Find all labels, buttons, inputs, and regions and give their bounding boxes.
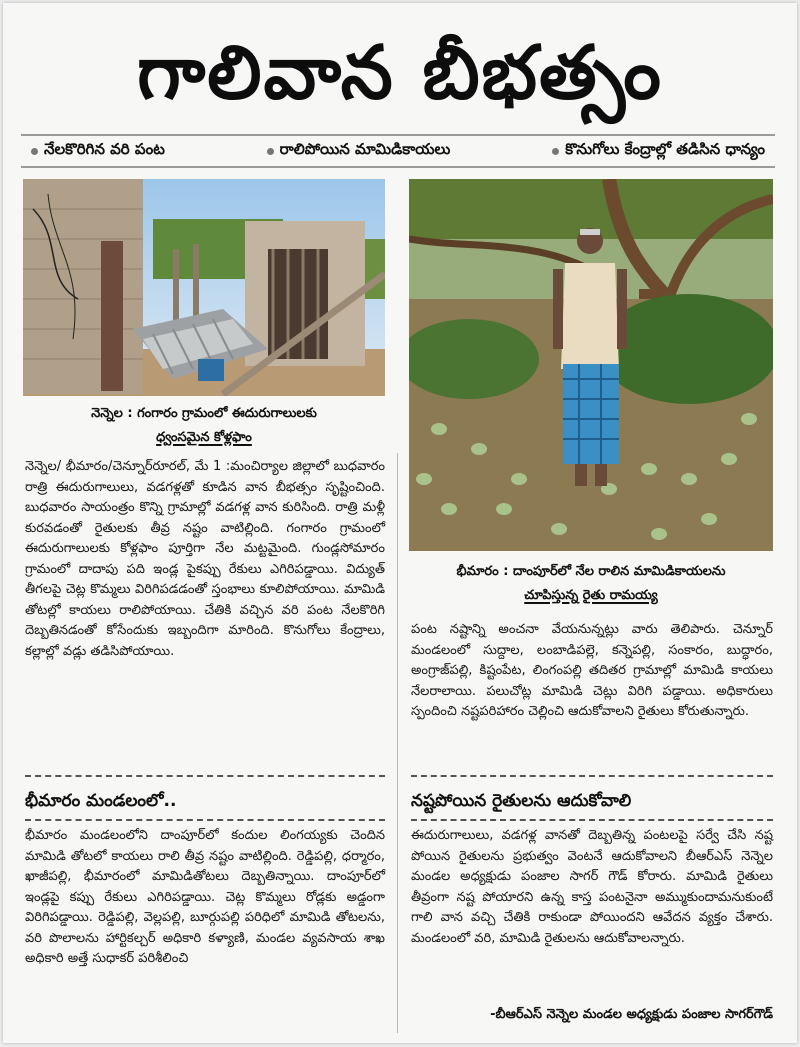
- photo-caption-right: [409, 560, 773, 608]
- section-rule: [25, 775, 385, 777]
- photo-caption-left: [23, 402, 385, 450]
- caption-line: ధ్వంసమైన కోళ్లఫాం: [156, 430, 252, 445]
- farmer-mango-image: [409, 179, 773, 551]
- right-column-body: [411, 620, 773, 723]
- article-paragraph: పంట నష్టాన్ని అంచనా వేయనున్నట్లు వారు తెలిపారు. చెన్నూర్ మండలంలో సుద్దాల, లంబాడిపల్లె, కన్నెపల్లి, సంకారం, బుద్ధారం, అంగ్రాజ్‌పల్లి, కిష్టంపేట, లింగంపల్లి తదితర గ్రామాల్లో మామిడి కాయలు నేలరాలాయి. పలుచోట్ల మామిడి చెట్లు విరిగి పడ్డాయి. అధికారులు స్పందించి నష్టపరిహారం చెల్లించి ఆదుకోవాలని రైతులు కోరుతున్నారు.: [411, 622, 773, 719]
- photo-poultry-shed: [23, 179, 385, 396]
- column-divider: [397, 453, 398, 1033]
- section-rule: [25, 819, 385, 821]
- bullet-icon: [552, 148, 559, 155]
- article-paragraph: ఈదురుగాలులు, వడగళ్ల వానతో దెబ్బతిన్న పంటలపై సర్వే చేసి నష్ట పోయిన రైతులను ప్రభుత్వం వెంటనే ఆదుకోవాలని బీఆర్‌ఎస్ నెన్నెల మండల అధ్యక్షుడు పంజాల సాగర్ గౌడ్ కోరారు. మామిడి రైతులు తీవ్రంగా నష్ట పోయారని ఉన్న కాస్త పంటనైనా అమ్ముకుందామనుకుంటే గాలి వాన వచ్చి చేతికి రాకుండా పోయిందని ఆవేదన వ్యక్తం చేశారు. మండలంలో వరి, మామిడి రైతులను ఆదుకోవాలన్నారు.: [411, 828, 773, 946]
- subheadline-item: [31, 140, 165, 162]
- quote-credit: -బీఆర్‌ఎస్ నెన్నెల మండల అధ్యక్షుడు పంజాల సాగర్‌గౌడ్: [490, 1007, 773, 1022]
- left-column-body: [25, 457, 385, 662]
- subheadline-item: [267, 140, 451, 162]
- subheadline-text: కొనుగోలు కేంద్రాల్లో తడిసిన ధాన్యం: [565, 140, 765, 158]
- subheadline-text: రాలిపోయిన మామిడికాయలు: [279, 140, 451, 158]
- bullet-icon: [267, 148, 274, 155]
- article-paragraph: నెన్నెల/ భీమారం/చెన్నూర్‌రూరల్, మే 1 :మంచిర్యాల జిల్లాలో బుధవారం రాత్రి ఈదురుగాలులు, వడగళ్లతో కూడిన వాన బీభత్సం సృష్టించింది. బుధవారం సాయంత్రం కొన్ని గ్రామాల్లో వడగళ్ల వాన కురిసింది. రాత్రి మళ్లీ కురవడంతో రైతులకు తీవ్ర నష్టం వాటిల్లింది. గంగారం గ్రామంలో ఈదురుగాలులకు కోళ్లఫాం పూర్తిగా నేల మట్టమైంది. గుండ్లసోమారం గ్రామంలో దాదాపు పది ఇండ్ల పైకప్పు రేకులు ఎగిరిపడ్డాయి. విద్యుత్ తీగలపై చెట్ల కొమ్మలు విరిగిపడడంతో స్తంభాలు కూలిపోయాయి. మామిడి తోటల్లో కాయలు రాలిపోయాయి. చేతికి వచ్చిన వరి పంట నేలకొరిగి దెబ్బతినడంతో కోసేందుకు ఇబ్బందిగా మారింది. కొనుగోలు కేంద్రాలు, కల్లాల్లో వడ్లు తడిసిపోయాయి.: [25, 459, 385, 659]
- left-column-body-2: [25, 826, 385, 970]
- subheadline-bar: [21, 134, 775, 168]
- subheadline-text: నేలకొరిగిన వరి పంట: [44, 140, 165, 158]
- caption-line: చూపిస్తున్న రైతు రామయ్య: [524, 588, 658, 603]
- subheadline-item: [552, 140, 765, 162]
- section-heading: భీమారం మండలంలో..: [25, 791, 177, 811]
- photo-farmer-mangoes: [409, 179, 773, 551]
- newspaper-clipping: [3, 3, 797, 1043]
- article-paragraph: భీమారం మండలంలోని దాంపూర్‌లో కందుల లింగయ్యకు చెందిన మామిడి తోటలో కాయలు రాలి తీవ్ర నష్టం వాటిల్లింది. రెడ్డిపల్లి, ధర్మారం, ఖాజీపల్లి, భీమారంలో మామిడితోటలు దెబ్బతిన్నాయి. దాంపూర్‌లో ఇండ్లపై కప్పు రేకులు ఎగిరిపడ్డాయి. చెట్ల కొమ్మలు రోడ్లకు అడ్డంగా విరిగిపడ్డాయి. రెడ్డిపల్లి, వెల్లపల్లి, బూర్గుపల్లి పరిధిలో మామిడి తోటలను, వరి పొలాలను హార్టికల్చర్ అధికారి కళ్యాణి, మండల వ్యవసాయ శాఖ అధికారి అత్తే సుధాకర్ పరిశీలించి: [25, 828, 385, 966]
- caption-line: నెన్నెల : గంగారం గ్రామంలో ఈదురుగాలులకు: [91, 406, 317, 421]
- section-rule: [411, 819, 773, 821]
- bullet-icon: [31, 148, 38, 155]
- right-column-body-2: [411, 826, 773, 949]
- section-rule: [411, 775, 773, 777]
- poultry-shed-image: [23, 179, 385, 396]
- section-heading: నష్టపోయిన రైతులను ఆదుకోవాలి: [411, 791, 632, 811]
- headline: గాలివాన బీభత్సం: [137, 30, 663, 116]
- caption-line: భీమారం : దాంపూర్‌లో నేల రాలిన మామిడికాయలను: [456, 564, 726, 579]
